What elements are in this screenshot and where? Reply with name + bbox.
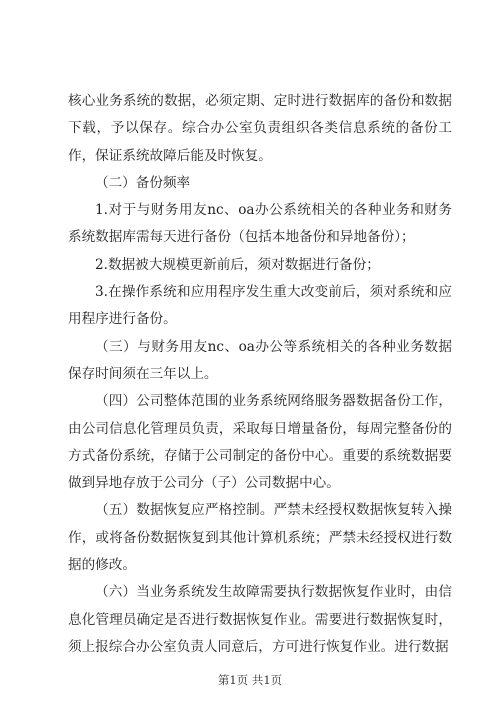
paragraph-section-4: （四）公司整体范围的业务系统网络服务器数据备份工作，由公司信息化管理员负责，采取每日增量备份，每周完整备份的方式备份系统，存储于公司制定的备份中心。重要的系统数据要做到异地存放于公司分（子）公司数据中心。 xyxy=(68,393,452,492)
section-heading-backup-frequency: （二）备份频率 xyxy=(95,174,191,191)
paragraph-section-6: （六）当业务系统发生故障需要执行数据恢复作业时，由信息化管理员确定是否进行数据恢复作业。需要进行数据恢复时，须上报综合办公室负责人同意后，方可进行恢复作业。进行数据 xyxy=(68,584,452,655)
list-item-2: 2.数据被大规模更新前后，须对数据进行备份； xyxy=(95,256,380,273)
paragraph-section-3: （三）与财务用友nc、oa办公等系统相关的各种业务数据保存时间须在三年以上。 xyxy=(68,338,452,382)
page-footer: 第1页 共1页 xyxy=(217,673,283,687)
list-item-1: 1.对于与财务用友nc、oa办公系统相关的各种业务和财务系统数据库需每天进行备份（包括本地备份和异地备份）； xyxy=(68,202,452,246)
paragraph-section-5: （五）数据恢复应严格控制。严禁未经授权数据恢复转入操作，或将备份数据恢复到其他计算机系统；严禁未经授权进行数据的修改。 xyxy=(68,502,452,574)
document-body xyxy=(68,88,452,661)
list-item-3: 3.在操作系统和应用程序发生重大改变前后，须对系统和应用程序进行备份。 xyxy=(68,284,452,328)
paragraph-continuation: 核心业务系统的数据，必须定期、定时进行数据库的备份和数据下载，予以保存。综合办公室负责组织各类信息系统的备份工作，保证系统故障后能及时恢复。 xyxy=(68,93,452,164)
